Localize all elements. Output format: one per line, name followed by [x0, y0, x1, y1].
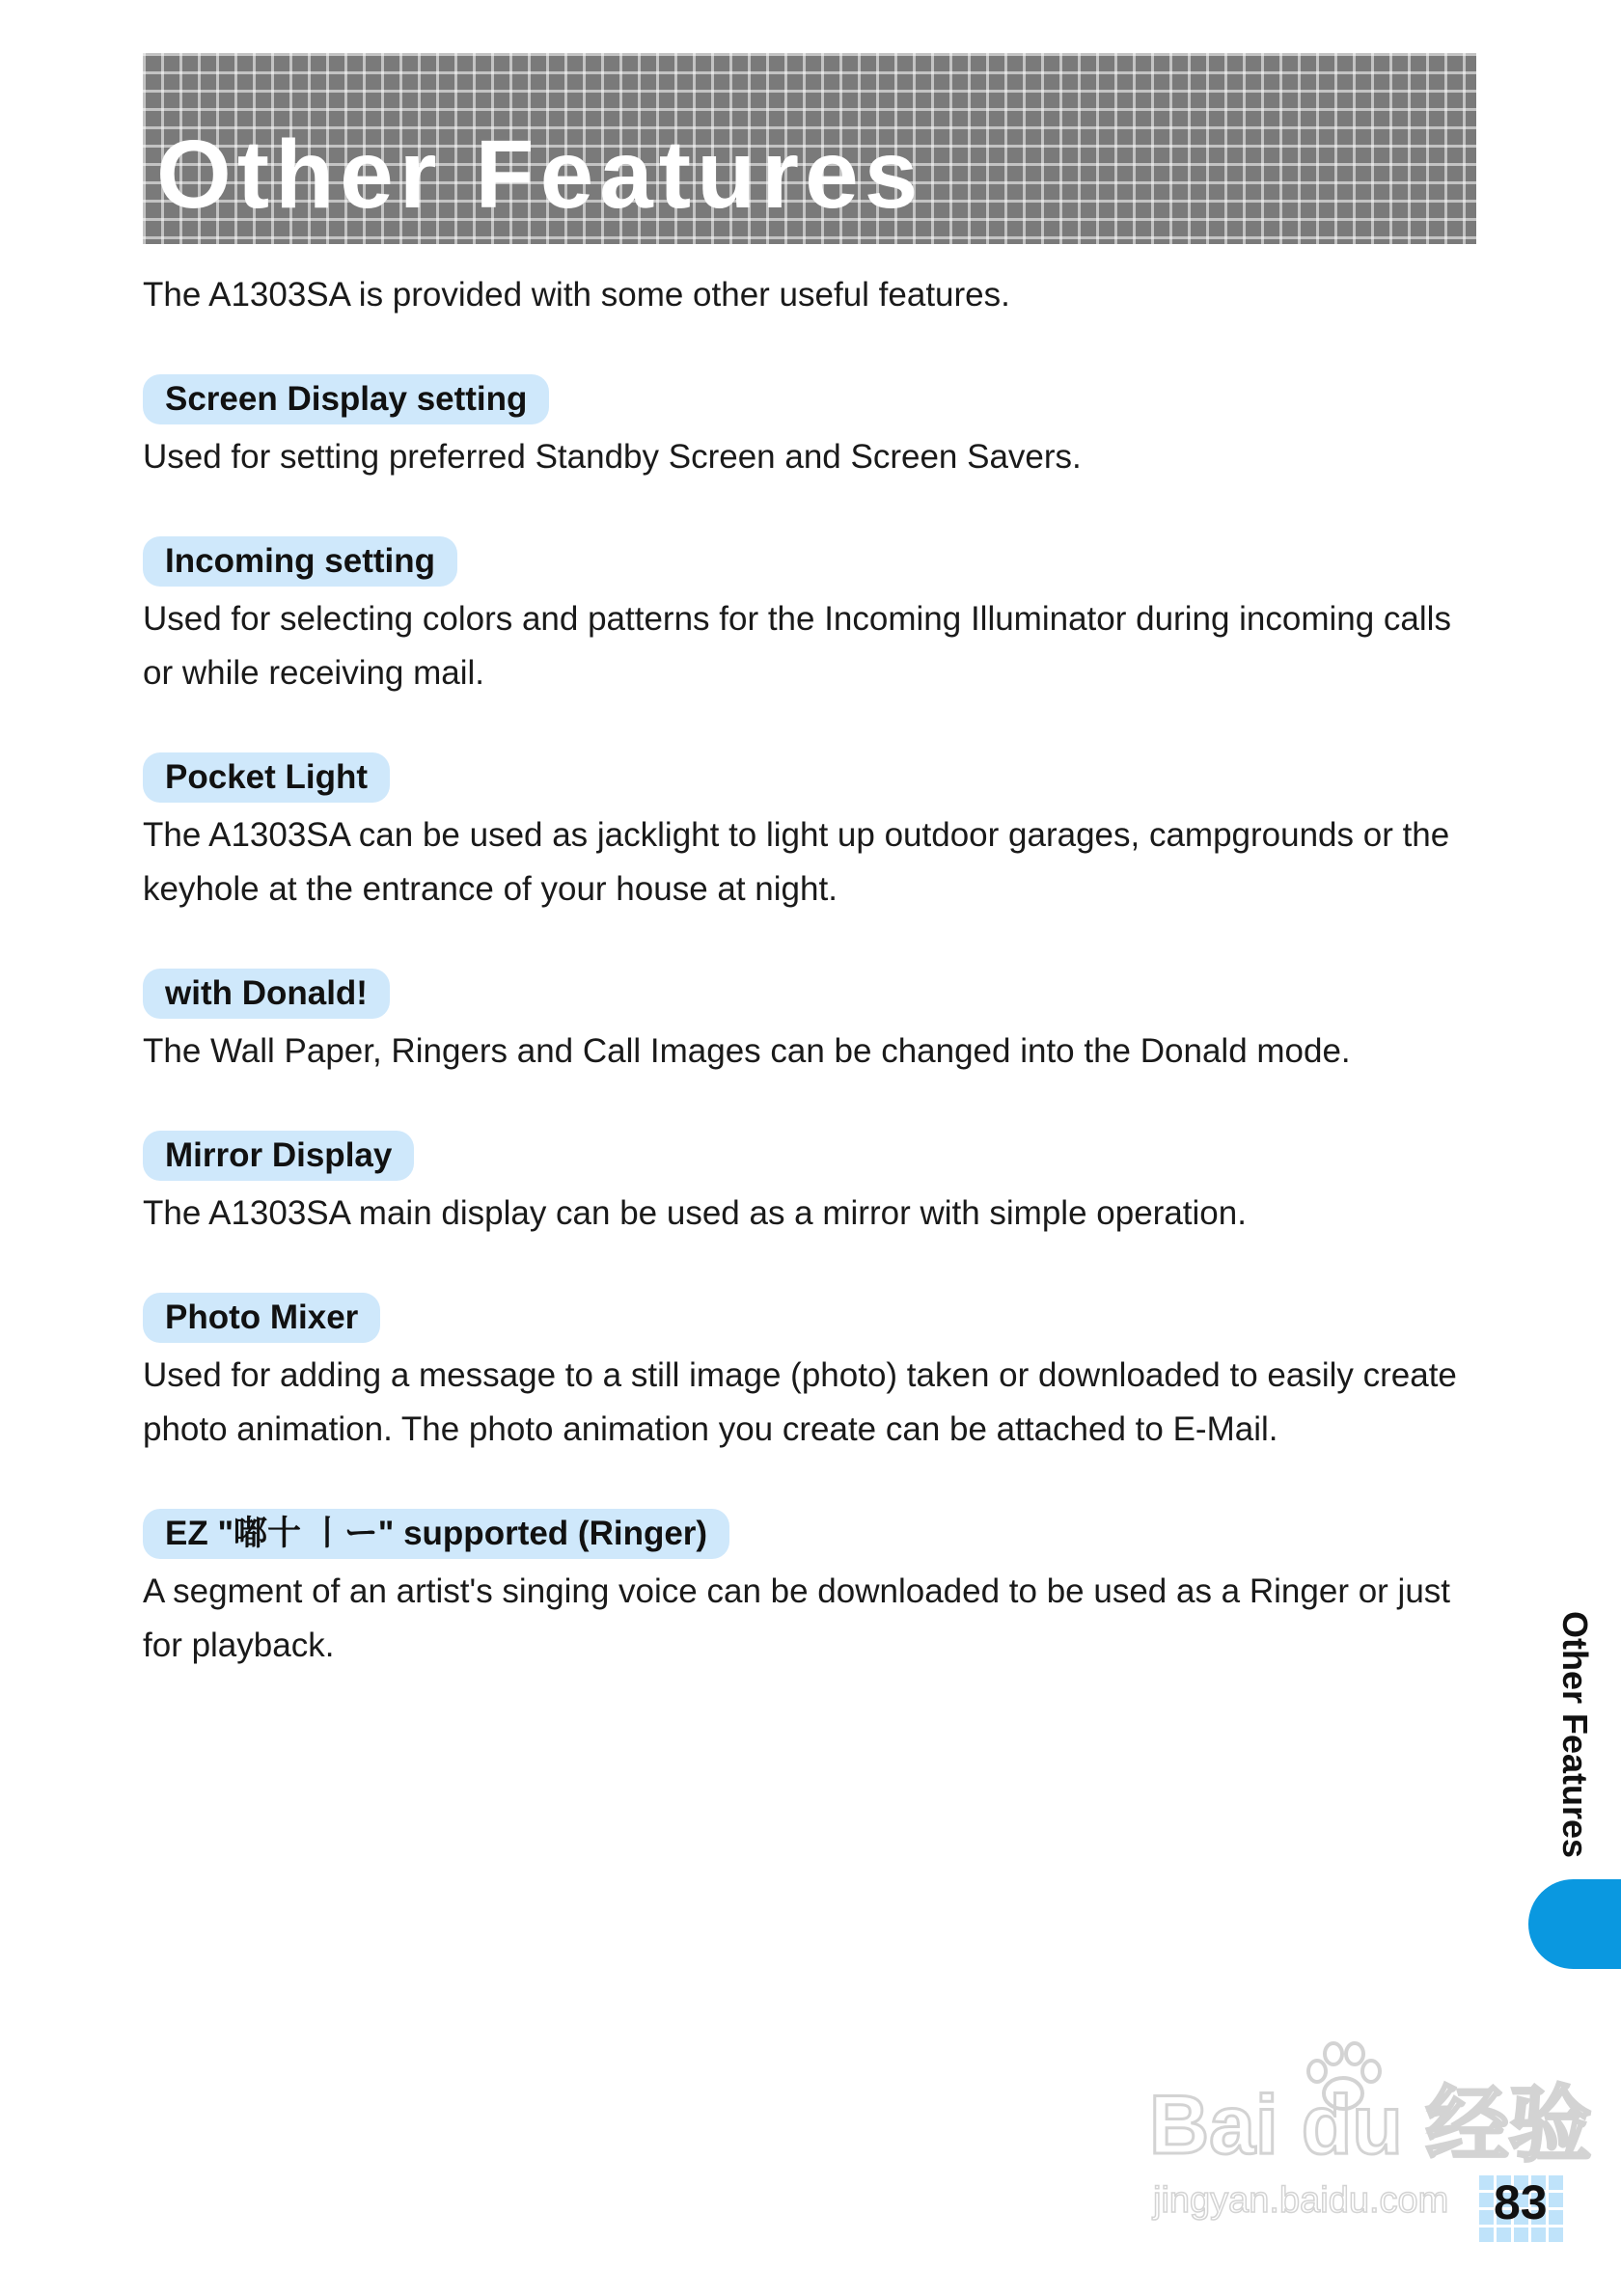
page-number: 83 — [1494, 2175, 1548, 2229]
feature-description: Used for setting preferred Standby Screen and Screen Savers. — [143, 438, 1082, 476]
feature-heading: Pocket Light — [143, 752, 390, 803]
feature-section — [143, 536, 1465, 700]
side-tab-marker — [1528, 1879, 1621, 1969]
feature-section — [143, 1509, 1465, 1673]
feature-description: A segment of an artist's singing voice can be downloaded to be used as a Ringer or just for playback. — [143, 1572, 1451, 1664]
feature-description: The Wall Paper, Ringers and Call Images can be changed into the Donald mode. — [143, 1032, 1351, 1070]
feature-description: Used for adding a message to a still image (photo) taken or downloaded to easily create photo animation. The photo animation you create can be attached to E-Mail. — [143, 1356, 1457, 1448]
watermark-url: jingyan.baidu.com — [1153, 2180, 1449, 2221]
title-banner — [143, 53, 1476, 244]
feature-heading: Screen Display setting — [143, 374, 549, 424]
side-tab-label: Other Features — [1555, 1611, 1595, 1859]
page-title: Other Features — [156, 121, 924, 229]
feature-section — [143, 969, 1465, 1079]
intro-text: The A1303SA is provided with some other useful features. — [143, 276, 1010, 314]
watermark-logo: Bai du 经验 — [1149, 2079, 1592, 2172]
feature-heading: Incoming setting — [143, 536, 457, 587]
feature-heading: EZ "嘟十 丨ー" supported (Ringer) — [143, 1509, 729, 1559]
feature-section — [143, 1131, 1465, 1241]
feature-description: The A1303SA can be used as jacklight to light up outdoor garages, campgrounds or the keyhole at the entrance of your house at night. — [143, 816, 1450, 908]
feature-description: The A1303SA main display can be used as a mirror with simple operation. — [143, 1194, 1247, 1232]
feature-section — [143, 1293, 1465, 1457]
feature-heading: Photo Mixer — [143, 1293, 380, 1343]
feature-description: Used for selecting colors and patterns for the Incoming Illuminator during incoming calls or while receiving mail. — [143, 600, 1451, 692]
feature-heading: Mirror Display — [143, 1131, 414, 1181]
feature-heading: with Donald! — [143, 969, 390, 1019]
feature-section — [143, 374, 1465, 484]
feature-section — [143, 752, 1465, 916]
